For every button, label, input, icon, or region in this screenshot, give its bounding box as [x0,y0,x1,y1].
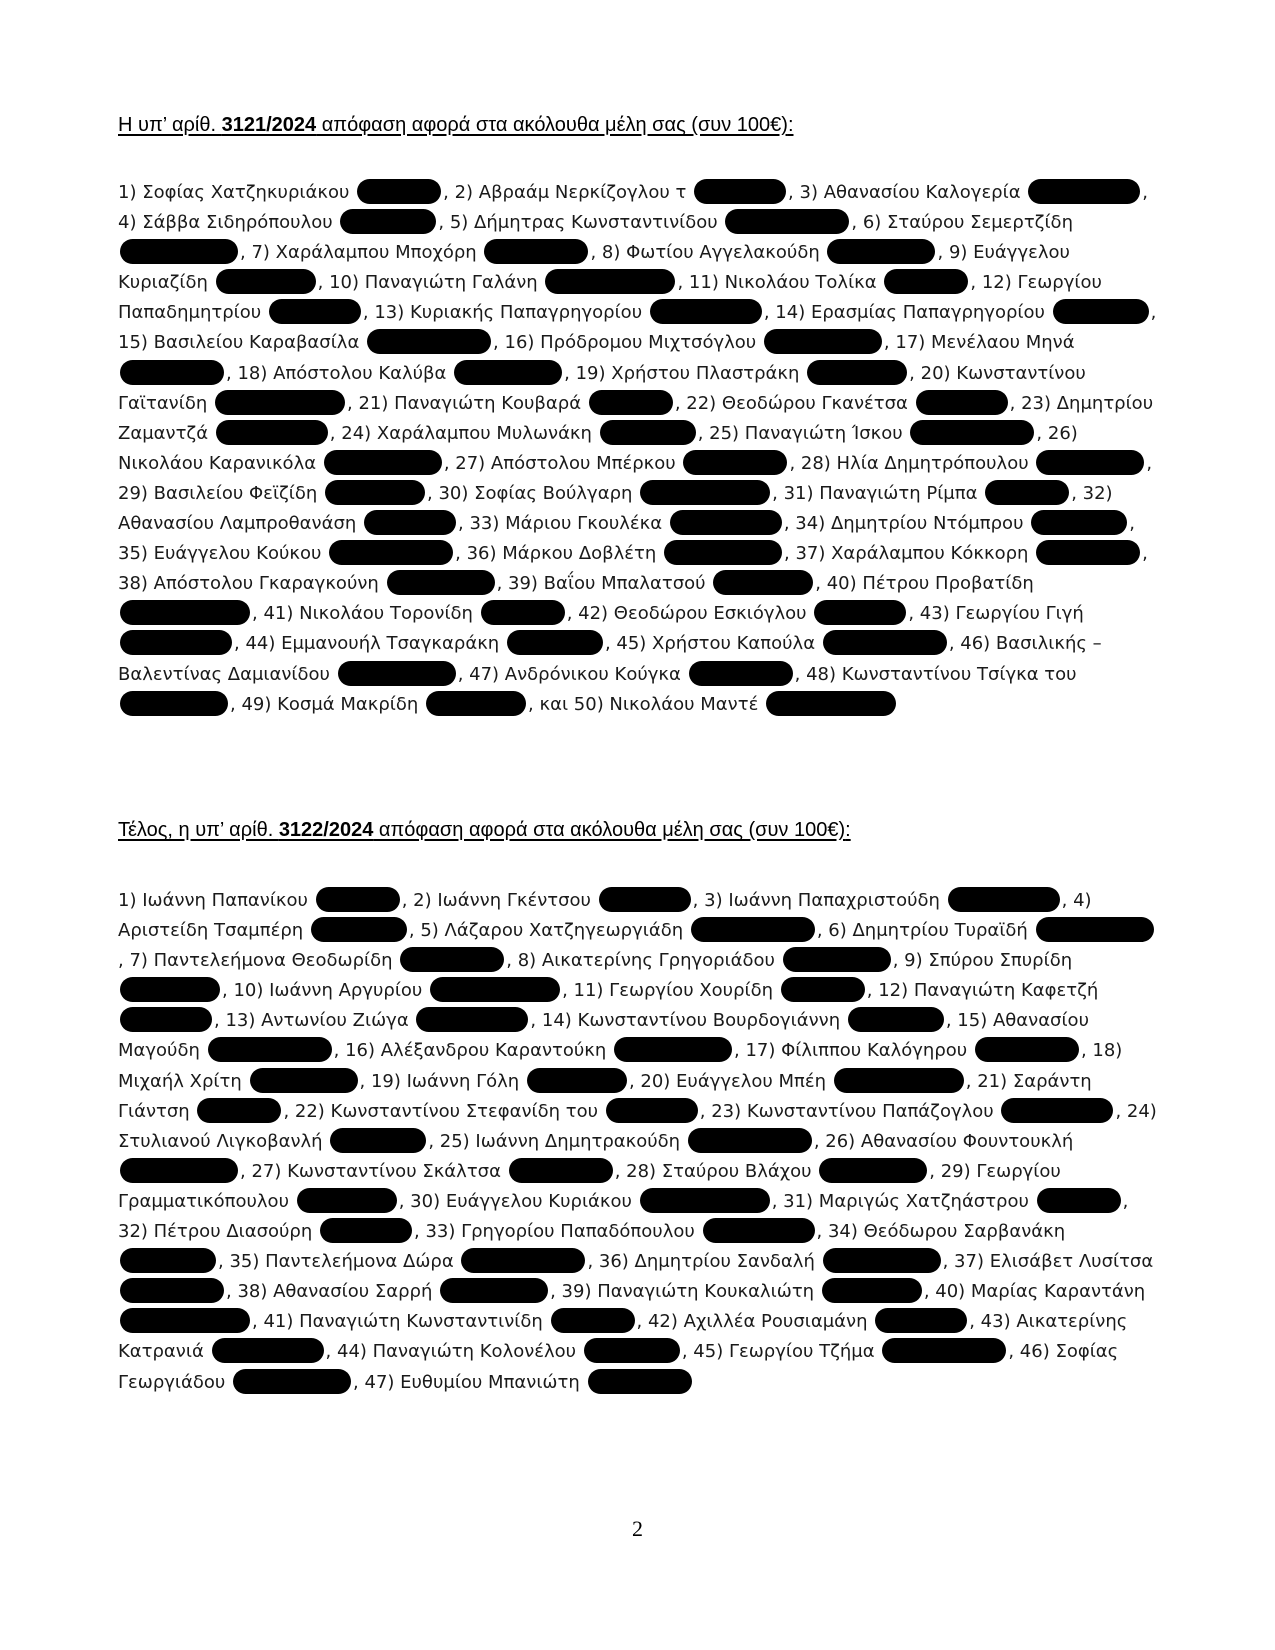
member-entry [576,363,910,384]
member-entry [118,182,443,203]
member-entry [237,363,564,384]
member-entry [508,573,815,594]
member-name: 35) Ευάγγελου Κούκου [118,543,322,565]
redaction-bar [120,239,238,264]
member-name: 44) Παναγιώτη Κολονέλου [337,1341,577,1363]
member-name: 28) Ηλία Δημητρόπουλου [800,452,1029,474]
member-name: 32) Πέτρου Διασούρη [118,1221,313,1243]
member-name: 31) Παναγιώτη Ρίμπα [783,482,978,504]
member-name: 25) Παναγιώτη Ίσκου [709,422,903,444]
page-number: 2 [632,1516,643,1541]
member-entry [358,393,674,414]
member-name: 26) Νικολάου Καρανικόλα [118,422,1078,474]
redaction-bar [367,329,491,354]
redaction-bar [1053,299,1149,324]
member-name: 25) Ιωάννη Δημητρακούδη [439,1130,681,1152]
redaction-bar [212,1338,324,1363]
member-entry [263,603,566,624]
member-entry [828,920,1155,941]
member-entry [469,664,794,685]
redaction-bar [884,269,968,294]
redaction-bar [783,947,891,972]
redaction-bar [822,1278,922,1303]
member-entry [599,1251,943,1272]
member-name: 38) Απόστολου Γκαραγκούνη [118,573,379,595]
member-entry [118,212,438,233]
member-entry [745,1040,1080,1061]
member-name: 10) Παναγιώτη Γαλάνη [329,272,538,294]
redaction-bar [691,917,815,942]
redaction-bar [764,329,882,354]
member-name: 18) Μιχαήλ Χρίτη [118,1040,1123,1092]
member-entry [711,1101,1115,1122]
redaction-bar [297,1188,397,1213]
redaction-bar [484,239,588,264]
member-name: 47) Ανδρόνικου Κούγκα [469,663,681,685]
section-2-member-list: 1) Ιωάννη Παπανίκου , 2) Ιωάννη Γκέντσου , 3) Ιωάννη Παπαχριστούδη , 4) Αριστείδη Τσαμπέρη , 5) Λάζαρου Χατζηγεωργιάδη , 6) Δημητρίου Τυραϊδή , 7) Παντελεήμονα Θεοδωρίδη , 8) Αικατερίνης Γρηγοριάδου , 9) Σπύρου Σπυρίδη , 10) Ιωάννη Αργυρίου , 11) Γεωργίου Χουρίδη , 12) Παναγιώτη Καφετζή , 13) Αντωνίου Ζιώγα , 14) Κωνσταντίνου Βουρδογιάννη , 15) Αθανασίου Μαγούδη , 16) Αλέξανδρου Καραντούκη , 17) Φίλιππου Καλόγηρου , 18) Μιχαήλ Χρίτη , 19) Ιωάννη Γόλη , 20) Ευάγγελου Μπέη , 21) Σαράντη Γιάντση , 22) Κωνσταντίνου Στεφανίδη του , 23) Κωνσταντίνου Παπάζογλου , 24) Στυλιανού Λιγκοβανλή , 25) Ιωάννη Δημητρακούδη , 26) Αθανασίου Φουντουκλή , 27) Κωνσταντίνου Σκάλτσα , 28) Σταύρου Βλάχου , 29) Γεωργίου Γραμματικόπουλου , 30) Ευάγγελου Κυριάκου , 31) Μαριγώς Χατζηάστρου , 32) Πέτρου Διασούρη , 33) Γρηγορίου Παπαδόπουλου , 34) Θεόδωρου Σαρβανάκη , 35) Παντελεήμονα Δώρα , 36) Δημητρίου Σανδαλή , 37) Ελισάβετ Λυσίτσα , 38) Αθανασίου Σαρρή , 39) Παναγιώτη Κουκαλιώτη , 40) Μαρίας Καραντάνη , 41) Παναγιώτη Κωνσταντινίδη , 42) Αχιλλέα Ρουσιαμάνη , 43) Αικατερίνης Κατρανιά , 44) Παναγιώτη Κολονέλου , 45) Γεωργίου Τζήμα , 46) Σοφίας Γεωργιάδου , 47) Ευθυμίου Μπανιώτη [118,886,1158,1398]
member-name: 32) Αθανασίου Λαμπροθανάση [118,482,1113,535]
redaction-bar [426,691,526,716]
member-entry [578,603,908,624]
redaction-bar [713,570,813,595]
member-name: 20) Ευάγγελου Μπέη [640,1070,827,1092]
member-name: 14) Ερασμίας Παπαγρηγορίου [775,302,1045,324]
redaction-bar [689,661,793,686]
member-entry [602,242,938,263]
member-entry [784,483,1072,504]
member-entry [800,182,1143,203]
member-entry [251,1161,614,1182]
member-name: 35) Παντελεήμονα Δώρα [229,1251,454,1273]
member-entry [233,980,562,1001]
redaction-bar [120,630,232,655]
redaction-bar [216,269,316,294]
decision-number: 3122/2024 [278,819,374,841]
redaction-bar [357,179,441,204]
member-name: 34) Θεόδωρου Σαρβανάκη [827,1221,1066,1243]
member-name: 5) Λάζαρου Χατζηγεωργιάδη [420,920,684,942]
redaction-bar [823,1248,941,1273]
member-entry [129,950,506,971]
redaction-bar [120,691,228,716]
redaction-bar [120,600,250,625]
member-entry [337,1341,682,1362]
member-name: 48) Κωνσταντίνου Τσίγκα του [806,663,1077,685]
member-entry [374,302,763,323]
member-name: 45) Χρήστου Καπούλα [616,633,816,655]
member-name: 27) Κωνσταντίνου Σκάλτσα [251,1160,501,1182]
member-entry [345,1040,734,1061]
member-name: 6) Σταύρου Σεμερτζίδη [862,212,1073,234]
member-entry [118,573,497,594]
member-name: 22) Κωνσταντίνου Στεφανίδη του [294,1100,598,1122]
member-name: 27) Απόστολου Μπέρκου [455,452,676,474]
member-name: 30) Ευάγγελου Κυριάκου [410,1190,632,1212]
member-entry [225,1010,530,1031]
redaction-bar [827,239,935,264]
redaction-bar [507,630,603,655]
section-2-heading [118,819,851,842]
member-entry [686,393,1009,414]
member-entry [420,920,816,941]
member-name: 38) Αθανασίου Σαρρή [237,1281,433,1303]
redaction-bar [120,360,224,385]
section-1-heading [118,114,794,137]
member-name: 21) Σαράντη Γιάντση [118,1070,1092,1122]
member-name: 11) Γεωργίου Χουρίδη [573,980,774,1002]
redaction-bar [766,691,896,716]
member-entry [245,633,605,654]
redaction-bar [340,209,436,234]
redaction-bar [640,1188,770,1213]
member-name: 34) Δημητρίου Ντόμπρου [795,513,1024,535]
redaction-bar [461,1248,585,1273]
member-entry [118,1221,414,1242]
member-entry [438,483,772,504]
member-entry [469,513,783,534]
member-name: 9) Ευάγγελου Κυριαζίδη [118,242,1070,294]
redaction-bar [683,450,787,475]
member-entry [518,950,893,971]
member-entry [237,1281,550,1302]
redaction-bar [823,630,947,655]
member-name: 43) Αικατερίνης Κατρανιά [118,1311,1128,1363]
member-entry [542,1010,946,1031]
member-name: 19) Ιωάννη Γόλη [370,1070,520,1092]
member-entry [251,242,590,263]
member-name: 8) Αικατερίνης Γρηγοριάδου [517,950,775,972]
member-name: 4) Αριστείδη Τσαμπέρη [118,890,1092,942]
redaction-bar [400,947,504,972]
redaction-bar [614,1037,732,1062]
decision-number: 3121/2024 [221,114,317,136]
member-entry [425,1221,816,1242]
heading-colon: : [845,819,851,841]
member-entry [118,890,402,911]
redaction-bar [120,1308,250,1333]
member-name: 44) Εμμανουήλ Τσαγκαράκη [245,633,500,655]
redaction-bar [387,570,495,595]
member-entry [775,302,1150,323]
member-name: 28) Σταύρου Βλάχου [626,1160,812,1182]
redaction-bar [120,1278,224,1303]
member-name: 49) Κοσμά Μακρίδη [241,693,419,715]
member-name: 1) Ιωάννη Παπανίκου [118,890,308,911]
member-entry [540,694,899,715]
redaction-bar [269,299,361,324]
redaction-bar [1037,1188,1121,1213]
redaction-bar [882,1338,1006,1363]
member-name: 17) Φίλιππου Καλόγηρου [745,1040,968,1062]
member-name: 22) Θεοδώρου Γκανέτσα [686,392,908,414]
redaction-bar [1036,450,1144,475]
redaction-bar [600,420,696,445]
redaction-bar [606,1098,698,1123]
member-name: 14) Κωνσταντίνου Βουρδογιάννη [541,1010,841,1032]
member-name: 41) Παναγιώτη Κωνσταντινίδη [263,1311,543,1333]
member-entry [626,1161,929,1182]
redaction-bar [975,1037,1079,1062]
member-name: 6) Δημητρίου Τυραϊδή [828,920,1028,942]
member-name: 12) Γεωργίου Παπαδημητρίου [118,272,1102,324]
member-name: 19) Χρήστου Πλαστράκη [575,362,800,384]
redaction-bar [454,360,562,385]
redaction-bar [916,390,1008,415]
member-entry [329,272,677,293]
member-entry [467,543,784,564]
member-name: 1) Σοφίας Χατζηκυριάκου [118,182,350,203]
member-entry [413,890,693,911]
section-1-member-list: 1) Σοφίας Χατζηκυριάκου , 2) Αβραάμ Νερκίζογλου τ , 3) Αθανασίου Καλογερία , 4) Σάββα Σιδηρόπουλου , 5) Δήμητρας Κωνσταντινίδου , 6) Σταύρου Σεμερτζίδη , 7) Χαράλαμπου Μποχόρη , 8) Φωτίου Αγγελακούδη , 9) Ευάγγελου Κυριαζίδη , 10) Παναγιώτη Γαλάνη , 11) Νικολάου Τολίκα , 12) Γεωργίου Παπαδημητρίου , 13) Κυριακής Παπαγρηγορίου , 14) Ερασμίας Παπαγρηγορίου , 15) Βασιλείου Καραβασίλα , 16) Πρόδρομου Μιχτσόγλου , 17) Μενέλαου Μηνά , 18) Απόστολου Καλύβα , 19) Χρήστου Πλαστράκη , 20) Κωνσταντίνου Γαϊτανίδη , 21) Παναγιώτη Κουβαρά , 22) Θεοδώρου Γκανέτσα , 23) Δημητρίου Ζαμαντζά , 24) Χαράλαμπου Μυλωνάκη , 25) Παναγιώτη Ίσκου , 26) Νικολάου Καρανικόλα , 27) Απόστολου Μπέρκου , 28) Ηλία Δημητρόπουλου , 29) Βασιλείου Φεϊζίδη , 30) Σοφίας Βούλγαρη , 31) Παναγιώτη Ρίμπα , 32) Αθανασίου Λαμπροθανάση , 33) Μάριου Γκουλέκα , 34) Δημητρίου Ντόμπρου , 35) Ευάγγελου Κούκου , 36) Μάρκου Δοβλέτη , 37) Χαράλαμπου Κόκκορη , 38) Απόστολου Γκαραγκούνη , 39) Βαΐου Μπαλατσού , 40) Πέτρου Προβατίδη , 41) Νικολάου Τορονίδη , 42) Θεοδώρου Εσκιόγλου , 43) Γεωργίου Γιγή , 44) Εμμανουήλ Τσαγκαράκη , 45) Χρήστου Καπούλα , 46) Βασιλικής – Βαλεντίνας Δαμιανίδου , 47) Ανδρόνικου Κούγκα , 48) Κωνσταντίνου Τσίγκα του , 49) Κοσμά Μακρίδη , και 50) Νικολάου Μαντέ [118,178,1158,720]
redaction-bar [329,540,453,565]
redaction-bar [120,1158,238,1183]
member-entry [689,272,970,293]
redaction-bar [1028,179,1140,204]
member-name: 30) Σοφίας Βούλγαρη [438,482,633,504]
member-entry [640,1071,965,1092]
member-name: 10) Ιωάννη Αργυρίου [233,980,423,1002]
member-entry [648,1311,969,1332]
member-name: 3) Ιωάννη Παπαχριστούδη [704,890,940,911]
redaction-bar [781,977,865,1002]
redaction-bar [338,661,456,686]
redaction-bar [416,1007,528,1032]
member-entry [505,332,884,353]
member-entry [118,483,427,504]
member-name: και 50) Νικολάου Μαντέ [539,693,759,715]
member-name: 7) Χαράλαμπου Μποχόρη [251,242,477,264]
redaction-bar [250,1068,358,1093]
member-name: 36) Δημητρίου Σανδαλή [598,1251,815,1273]
redaction-bar [584,1338,680,1363]
redaction-bar [120,1248,216,1273]
member-entry [263,1311,636,1332]
redaction-bar [208,1037,332,1062]
member-entry [783,1191,1123,1212]
redaction-bar [509,1158,613,1183]
redaction-bar [215,390,345,415]
heading-suffix: απόφαση αφορά στα ακόλουθα μέλη σας (συν 100€) [373,819,846,841]
member-name: 5) Δήμητρας Κωνσταντινίδου [449,212,718,234]
redaction-bar [330,1128,426,1153]
member-name: 47) Ευθυμίου Μπανιώτη [364,1371,580,1393]
member-name: 11) Νικολάου Τολίκα [688,272,877,294]
member-name: 33) Γρηγορίου Παπαδόπουλου [425,1221,695,1243]
member-name: 13) Κυριακής Παπαγρηγορίου [374,302,643,324]
redaction-bar [588,1369,692,1394]
member-name: 46) Βασιλικής – Βαλεντίνας Δαμιανίδου [118,633,1102,685]
member-name: 33) Μάριου Γκουλέκα [469,513,663,535]
redaction-bar [324,450,442,475]
redaction-bar [807,360,907,385]
redaction-bar [197,1098,281,1123]
member-name: 15) Βασιλείου Καραβασίλα [118,332,360,354]
redaction-bar [819,1158,927,1183]
redaction-bar [527,1068,627,1093]
redaction-bar [848,1007,944,1032]
redaction-bar [725,209,849,234]
member-entry [455,182,788,203]
redaction-bar [1036,540,1140,565]
member-name: 36) Μάρκου Δοβλέτη [466,543,657,565]
redaction-bar [1001,1098,1113,1123]
redaction-bar [364,510,456,535]
member-name: 40) Πέτρου Προβατίδη [826,573,1034,595]
redaction-bar [694,179,786,204]
redaction-bar [650,299,762,324]
member-name: 7) Παντελεήμονα Θεοδωρίδη [129,950,393,972]
redaction-bar [440,1278,548,1303]
member-entry [229,1251,587,1272]
member-entry [365,1372,694,1393]
member-name: 21) Παναγιώτη Κουβαρά [358,392,582,414]
redaction-bar [985,480,1069,505]
redaction-bar [1031,510,1127,535]
member-entry [704,890,1062,911]
heading-suffix: απόφαση αφορά στα ακόλουθα μέλη σας (συν 100€) [316,114,788,136]
member-name: 17) Μενέλαου Μηνά [895,332,1075,354]
redaction-bar [216,420,328,445]
redaction-bar [688,1128,812,1153]
redaction-bar [910,420,1034,445]
redaction-bar [316,887,400,912]
member-name: 29) Βασιλείου Φεϊζίδη [118,482,318,504]
redaction-bar [664,540,782,565]
member-name: 26) Αθανασίου Φουντουκλή [825,1130,1074,1152]
member-name: 41) Νικολάου Τορονίδη [263,603,473,625]
member-name: 39) Βαΐου Μπαλατσού [508,573,706,595]
member-entry [410,1191,772,1212]
redaction-bar [545,269,675,294]
member-name: 18) Απόστολου Καλύβα [237,362,447,384]
member-name: 2) Αβραάμ Νερκίζογλου τ [454,182,687,203]
member-name: 45) Γεωργίου Τζήμα [693,1341,875,1363]
member-entry [440,1131,814,1152]
redaction-bar [1036,917,1154,942]
member-name: 42) Αχιλλέα Ρουσιαμάνη [647,1311,868,1333]
member-name: 9) Σπύρου Σπυρίδη [904,950,1073,972]
member-entry [450,212,852,233]
member-entry [562,1281,924,1302]
member-entry [801,453,1146,474]
redaction-bar [430,977,560,1002]
member-name: 3) Αθανασίου Καλογερία [799,182,1021,203]
redaction-bar [640,480,770,505]
member-name: 29) Γεωργίου Γραμματικόπουλου [118,1160,1061,1212]
member-name: 8) Φωτίου Αγγελακούδη [601,242,820,264]
member-name: 42) Θεοδώρου Εσκιόγλου [578,603,807,625]
member-entry [795,543,1142,564]
member-name: 16) Πρόδρομου Μιχτσόγλου [504,332,757,354]
redaction-bar [834,1068,964,1093]
member-name: 12) Παναγιώτη Καφετζή [878,980,1099,1002]
redaction-bar [589,390,673,415]
heading-prefix: Η υπ’ αρίθ. [118,114,222,136]
redaction-bar [320,1218,412,1243]
member-entry [455,453,789,474]
heading-colon: : [787,114,794,136]
member-name: 2) Ιωάννη Γκέντσου [413,890,591,911]
member-entry [616,633,948,654]
member-entry [118,543,455,564]
member-entry [118,332,493,353]
member-name: 23) Δημητρίου Ζαμαντζά [118,392,1154,444]
member-entry [693,1341,1008,1362]
member-entry [241,694,528,715]
member-name: 37) Ελισάβετ Λυσίτσα [954,1251,1154,1273]
member-name: 31) Μαριγώς Χατζηάστρου [783,1190,1029,1212]
member-entry [795,513,1129,534]
member-name: 37) Χαράλαμπου Κόκκορη [795,543,1029,565]
member-name: 23) Κωνσταντίνου Παπάζογλου [711,1100,994,1122]
member-name: 46) Σοφίας Γεωργιάδου [118,1341,1119,1393]
redaction-bar [481,600,565,625]
member-name: 15) Αθανασίου Μαγούδη [118,1010,1089,1062]
member-entry [574,980,867,1001]
member-name: 40) Μαρίας Καραντάνη [935,1281,1146,1303]
member-entry [341,423,697,444]
member-name: 24) Χαράλαμπου Μυλωνάκη [341,422,592,444]
member-name: 20) Κωνσταντίνου Γαϊτανίδη [118,362,1086,414]
member-name: 4) Σάββα Σιδηρόπουλου [118,212,333,234]
heading-prefix: Τέλος, η υπ’ αρίθ. [118,819,279,841]
member-name: 13) Αντωνίου Ζιώγα [225,1010,409,1032]
redaction-bar [551,1308,635,1333]
member-name: 16) Αλέξανδρου Καραντούκη [345,1040,607,1062]
member-entry [295,1101,700,1122]
member-entry [709,423,1036,444]
redaction-bar [875,1308,967,1333]
redaction-bar [703,1218,815,1243]
redaction-bar [120,1007,212,1032]
redaction-bar [120,977,220,1002]
redaction-bar [233,1369,351,1394]
member-entry [371,1071,629,1092]
redaction-bar [599,887,691,912]
redaction-bar [670,510,782,535]
redaction-bar [948,887,1060,912]
redaction-bar [325,480,425,505]
redaction-bar [814,600,906,625]
member-name: 24) Στυλιανού Λιγκοβανλή [118,1100,1157,1152]
member-name: 39) Παναγιώτη Κουκαλιώτη [561,1281,815,1303]
member-name: 43) Γεωργίου Γιγή [919,603,1084,625]
redaction-bar [311,917,407,942]
